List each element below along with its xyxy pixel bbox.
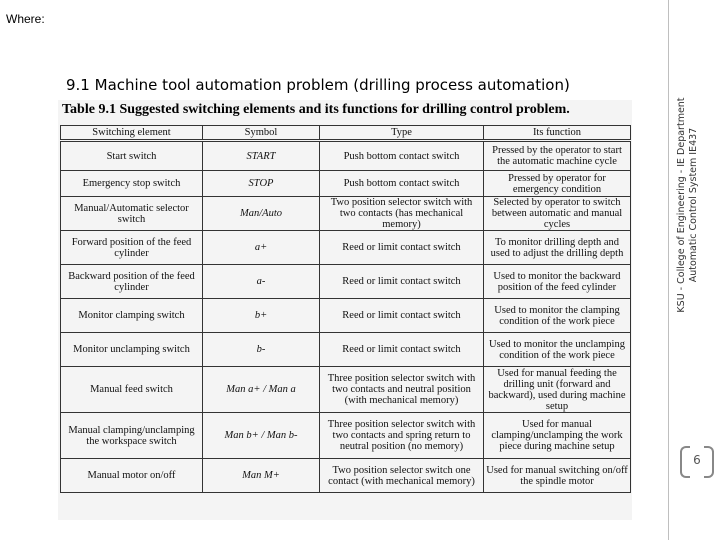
cell-element: Backward position of the feed cylinder bbox=[61, 265, 203, 299]
cell-type: Three position selector switch with two contacts and spring return to neutral position (no memory) bbox=[320, 413, 484, 459]
cell-symbol: a+ bbox=[203, 231, 320, 265]
cell-type: Three position selector switch with two contacts and neutral position (with mechanical memory) bbox=[320, 367, 484, 413]
table-row bbox=[61, 367, 631, 413]
where-label: Where: bbox=[6, 12, 45, 26]
cell-symbol: STOP bbox=[203, 171, 320, 197]
cell-function: Used to monitor the clamping condition of the work piece bbox=[484, 299, 631, 333]
table-row bbox=[61, 171, 631, 197]
cell-type: Reed or limit contact switch bbox=[320, 231, 484, 265]
cell-element: Emergency stop switch bbox=[61, 171, 203, 197]
table-row bbox=[61, 197, 631, 231]
table-row bbox=[61, 265, 631, 299]
page-number: 6 bbox=[680, 446, 714, 478]
table-header-row bbox=[61, 126, 631, 141]
cell-function: Pressed by operator for emergency condition bbox=[484, 171, 631, 197]
cell-symbol: b- bbox=[203, 333, 320, 367]
cell-symbol: b+ bbox=[203, 299, 320, 333]
cell-function: Pressed by the operator to start the automatic machine cycle bbox=[484, 141, 631, 171]
cell-type: Two position selector switch with two contacts (has mechanical memory) bbox=[320, 197, 484, 231]
cell-symbol: a- bbox=[203, 265, 320, 299]
cell-type: Push bottom contact switch bbox=[320, 141, 484, 171]
cell-function: Used for manual feeding the drilling unit (forward and backward), used during machine setup bbox=[484, 367, 631, 413]
cell-function: To monitor drilling depth and used to adjust the drilling depth bbox=[484, 231, 631, 265]
cell-element: Manual feed switch bbox=[61, 367, 203, 413]
cell-element: Forward position of the feed cylinder bbox=[61, 231, 203, 265]
sidebar-text bbox=[676, 5, 700, 405]
table-row bbox=[61, 299, 631, 333]
cell-function: Used to monitor the unclamping condition of the work piece bbox=[484, 333, 631, 367]
table-row bbox=[61, 333, 631, 367]
cell-element: Start switch bbox=[61, 141, 203, 171]
sidebar-department: KSU - College of Engineering - IE Department bbox=[676, 97, 687, 313]
cell-element: Monitor unclamping switch bbox=[61, 333, 203, 367]
table-row bbox=[61, 231, 631, 265]
cell-symbol: Man/Auto bbox=[203, 197, 320, 231]
cell-function: Used for manual clamping/unclamping the work piece during machine setup bbox=[484, 413, 631, 459]
cell-type: Reed or limit contact switch bbox=[320, 265, 484, 299]
cell-element: Manual motor on/off bbox=[61, 459, 203, 493]
table-row bbox=[61, 141, 631, 171]
header-function: Its function bbox=[484, 126, 631, 141]
table-row bbox=[61, 413, 631, 459]
cell-element: Monitor clamping switch bbox=[61, 299, 203, 333]
cell-symbol: Man b+ / Man b- bbox=[203, 413, 320, 459]
cell-element: Manual clamping/unclamping the workspace switch bbox=[61, 413, 203, 459]
cell-symbol: START bbox=[203, 141, 320, 171]
cell-type: Reed or limit contact switch bbox=[320, 299, 484, 333]
sidebar-course: Automatic Control System IE437 bbox=[688, 127, 699, 283]
cell-symbol: Man a+ / Man a bbox=[203, 367, 320, 413]
cell-type: Two position selector switch one contact (with mechanical memory) bbox=[320, 459, 484, 493]
cell-type: Reed or limit contact switch bbox=[320, 333, 484, 367]
cell-symbol: Man M+ bbox=[203, 459, 320, 493]
table-image bbox=[58, 100, 632, 520]
cell-function: Selected by operator to switch between automatic and manual cycles bbox=[484, 197, 631, 231]
header-symbol: Symbol bbox=[203, 126, 320, 141]
cell-element: Manual/Automatic selector switch bbox=[61, 197, 203, 231]
table-caption: Table 9.1 Suggested switching elements and its functions for drilling control problem. bbox=[62, 102, 570, 117]
cell-function: Used for manual switching on/off the spindle motor bbox=[484, 459, 631, 493]
header-switching-element: Switching element bbox=[61, 126, 203, 141]
table-row bbox=[61, 459, 631, 493]
header-type: Type bbox=[320, 126, 484, 141]
switching-elements-table bbox=[60, 125, 631, 493]
cell-type: Push bottom contact switch bbox=[320, 171, 484, 197]
section-heading: 9.1 Machine tool automation problem (drilling process automation) bbox=[66, 76, 570, 94]
sidebar-divider bbox=[668, 0, 669, 540]
cell-function: Used to monitor the backward position of the feed cylinder bbox=[484, 265, 631, 299]
